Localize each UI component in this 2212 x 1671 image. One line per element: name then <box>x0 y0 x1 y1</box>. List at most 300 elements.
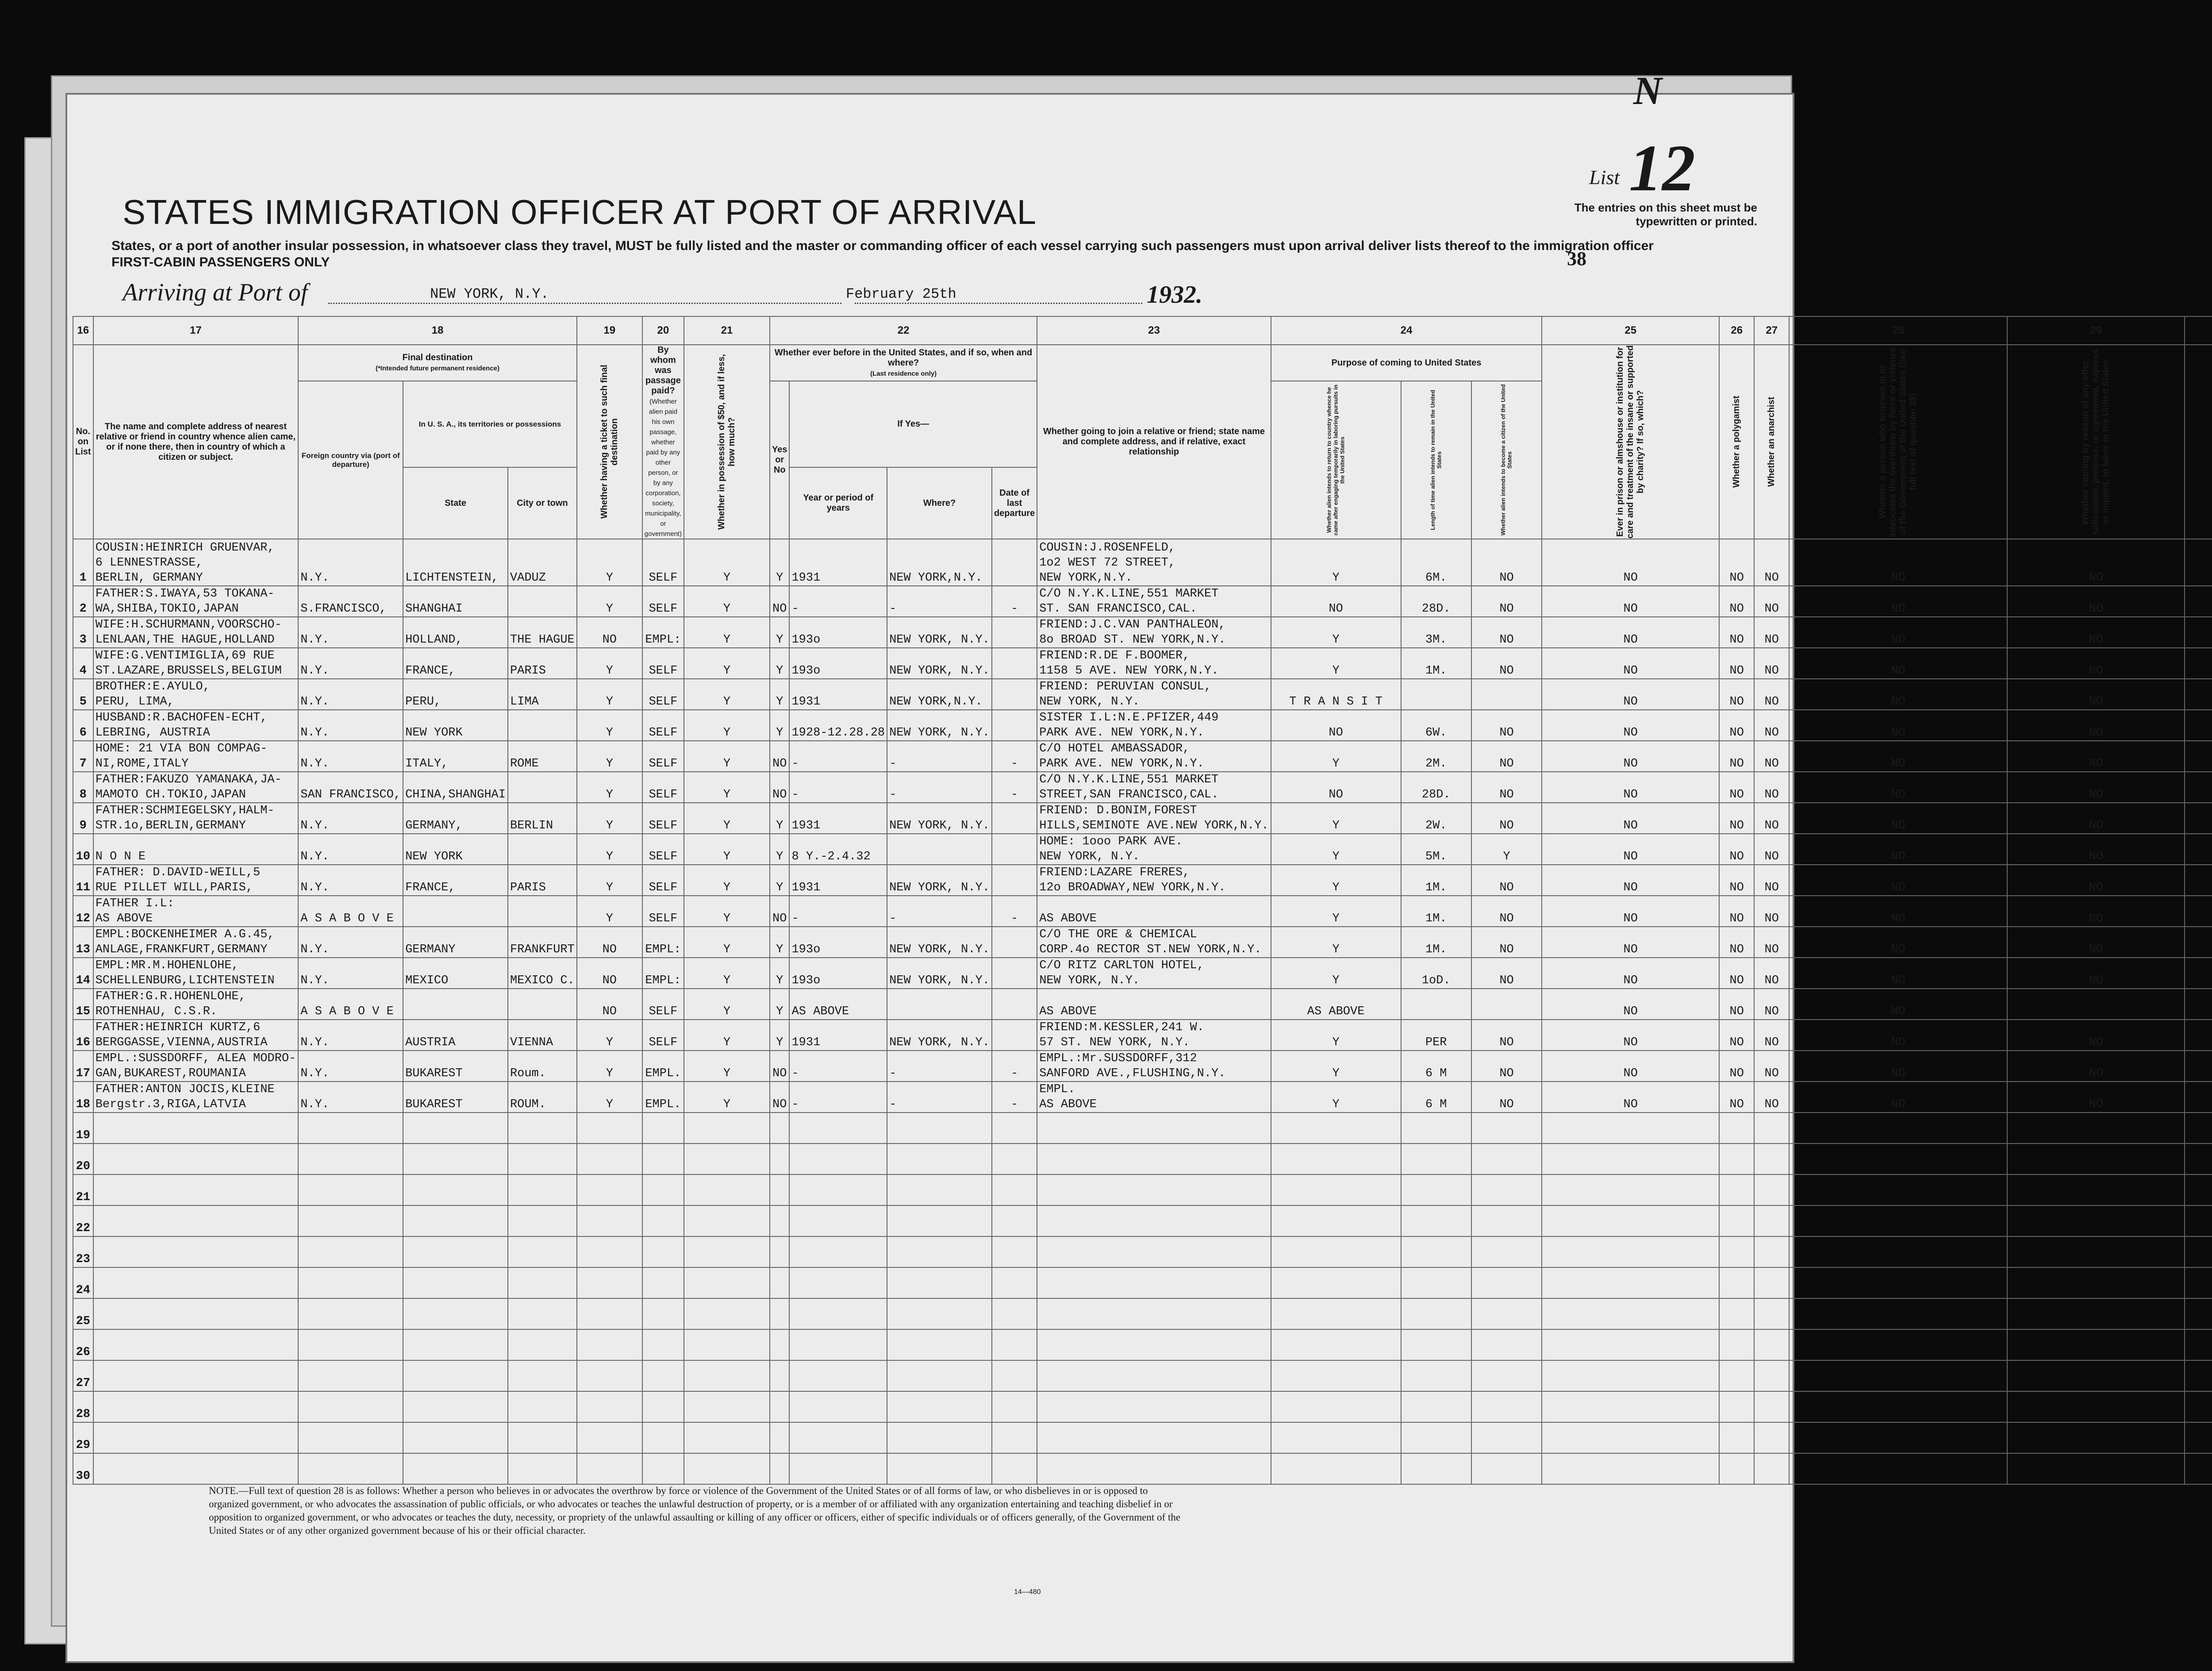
anarchist-value: NO <box>1754 648 1789 679</box>
empty-cell <box>770 1329 789 1360</box>
col-header-22-yesno: Yes or No <box>770 381 789 539</box>
col-header-24a: Whether alien intends to return to country whence he came after engaging temporarily in laboring pursuits in the United States <box>1271 381 1401 539</box>
joining-line: AS ABOVE <box>1039 1098 1097 1111</box>
empty-cell <box>93 1453 299 1484</box>
row-number: 7 <box>73 741 93 772</box>
fifty-dollars-value: Y <box>684 834 770 865</box>
year-value: - <box>789 772 887 803</box>
destination-city: Roum. <box>508 1051 577 1082</box>
q29-value: NO <box>2007 1082 2185 1113</box>
before-in-us-value: Y <box>770 958 789 989</box>
where-value: NEW YORK, N.Y. <box>887 865 992 896</box>
empty-cell <box>1271 1205 1401 1236</box>
return-value: Y <box>1271 648 1401 679</box>
empty-cell <box>1754 1391 1789 1422</box>
ticket-value: Y <box>577 772 642 803</box>
empty-cell <box>2185 1329 2212 1360</box>
empty-cell <box>2185 1422 2212 1453</box>
destination-state: SHANGHAI <box>403 586 508 617</box>
citizen-intent-value: NO <box>1471 1051 1542 1082</box>
q30-value <box>2185 989 2212 1020</box>
where-value: NEW YORK, N.Y. <box>887 617 992 648</box>
empty-cell <box>1542 1298 1719 1329</box>
destination-city <box>508 989 577 1020</box>
joining-line: 57 ST. NEW YORK, N.Y. <box>1039 1036 1190 1049</box>
empty-cell <box>403 1360 508 1391</box>
prison-value: NO <box>1542 539 1719 586</box>
where-value: - <box>887 1051 992 1082</box>
where-value: - <box>887 1082 992 1113</box>
fifty-dollars-value: Y <box>684 772 770 803</box>
ticket-value: Y <box>577 896 642 927</box>
empty-cell <box>577 1236 642 1267</box>
before-in-us-value: Y <box>770 1020 789 1051</box>
empty-cell <box>403 1236 508 1267</box>
where-value: - <box>887 741 992 772</box>
question-28-note: NOTE.—Full text of question 28 is as follows: Whether a person who believes in or advocates the overthrow by force or violence of the Government of the United States or of all forms of law, or who disbelieves in or is opposed to organized government, or who advocates the assassination of public officials, or who advocates or teaches the unlawful destruction of property, or is a member of or affiliated with any organization entertaining and teaching disbelief in or opposition to organized government, or who advocates or teaches the duty, necessity, or propriety of the unlawful assaulting or killing of any officer or officers, either of specific individuals or of officers generally, of the Government of the United States or of any other organized government because of his or their official character. <box>209 1485 1181 1536</box>
before-in-us-value: Y <box>770 865 789 896</box>
q30-value <box>2185 958 2212 989</box>
fifty-dollars-value: Y <box>684 958 770 989</box>
sheet-number: 38 <box>1567 248 1586 270</box>
empty-cell <box>2007 1453 2185 1484</box>
col-header-22 <box>770 345 1037 381</box>
joining-value <box>1037 772 1271 803</box>
passage-paid-value: SELF <box>642 586 684 617</box>
empty-cell <box>1789 1329 2007 1360</box>
foreign-port: N.Y. <box>298 1020 403 1051</box>
list-number: 12 <box>1629 131 1695 205</box>
ticket-value: Y <box>577 1051 642 1082</box>
empty-cell <box>887 1174 992 1205</box>
destination-state: AUSTRIA <box>403 1020 508 1051</box>
q30-value <box>2185 1082 2212 1113</box>
row-number: 18 <box>73 1082 93 1113</box>
empty-cell <box>1037 1113 1271 1144</box>
length-of-stay-value: 6W. <box>1401 710 1471 741</box>
relative-line: COUSIN:HEINRICH GRUENVAR, <box>95 541 275 554</box>
empty-cell <box>1542 1391 1719 1422</box>
empty-cell <box>1401 1205 1471 1236</box>
passage-paid-value: SELF <box>642 1020 684 1051</box>
prison-value: NO <box>1542 865 1719 896</box>
row-number: 26 <box>73 1329 93 1360</box>
ticket-value: Y <box>577 679 642 710</box>
row-number: 24 <box>73 1267 93 1298</box>
citizen-intent-value: NO <box>1471 539 1542 586</box>
passage-paid-value: EMPL. <box>642 1051 684 1082</box>
empty-cell <box>642 1329 684 1360</box>
q30-value <box>2185 772 2212 803</box>
length-of-stay-value: 6 M <box>1401 1051 1471 1082</box>
joining-value <box>1037 1020 1271 1051</box>
relative-line: HUSBAND:R.BACHOFEN-ECHT, <box>95 711 268 724</box>
empty-cell <box>642 1453 684 1484</box>
table-row <box>73 1051 2212 1082</box>
empty-cell <box>1471 1298 1542 1329</box>
q30-value <box>2185 865 2212 896</box>
empty-cell <box>684 1113 770 1144</box>
blank-row <box>73 1113 2212 1144</box>
citizen-intent-value: NO <box>1471 617 1542 648</box>
length-of-stay-value: 2M. <box>1401 741 1471 772</box>
joining-line: CORP.4o RECTOR ST.NEW YORK,N.Y. <box>1039 943 1262 956</box>
empty-cell <box>1754 1267 1789 1298</box>
destination-city: VADUZ <box>508 539 577 586</box>
q29-value: NO <box>2007 772 2185 803</box>
q28-value: NO <box>1789 741 2007 772</box>
q28-value: NO <box>1789 1082 2007 1113</box>
polygamist-value: NO <box>1719 710 1754 741</box>
row-number: 3 <box>73 617 93 648</box>
relative-line: ST.LAZARE,BRUSSELS,BELGIUM <box>95 664 282 678</box>
passage-paid-value: SELF <box>642 834 684 865</box>
destination-state: LICHTENSTEIN, <box>403 539 508 586</box>
relative-line: ANLAGE,FRANKFURT,GERMANY <box>95 943 268 956</box>
empty-cell <box>789 1422 887 1453</box>
nearest-relative <box>93 679 299 710</box>
col-header-22-where: Where? <box>887 467 992 539</box>
length-of-stay-value: 28D. <box>1401 772 1471 803</box>
relative-line: FATHER:HEINRICH KURTZ,6 <box>95 1021 261 1034</box>
col-header-22-ifyes: If Yes— <box>789 381 1037 467</box>
joining-line: C/O HOTEL AMBASSADOR, <box>1039 742 1190 755</box>
table-row <box>73 834 2212 865</box>
before-in-us-value: Y <box>770 803 789 834</box>
passenger-manifest-table <box>73 316 2212 1485</box>
final-destination-label: Final destination <box>402 353 473 362</box>
empty-cell <box>992 1113 1037 1144</box>
blank-row <box>73 1453 2212 1484</box>
return-value: Y <box>1271 927 1401 958</box>
empty-cell <box>789 1267 887 1298</box>
joining-value <box>1037 834 1271 865</box>
q28-value: NO <box>1789 803 2007 834</box>
table-row <box>73 803 2212 834</box>
empty-cell <box>1471 1144 1542 1174</box>
q28-value: NO <box>1789 648 2007 679</box>
empty-cell <box>1471 1329 1542 1360</box>
final-destination-note: (*Intended future permanent residence) <box>375 365 500 372</box>
table-row <box>73 896 2212 927</box>
prison-value: NO <box>1542 1082 1719 1113</box>
foreign-port: A S A B O V E <box>298 989 403 1020</box>
empty-cell <box>93 1329 299 1360</box>
list-label: List <box>1589 166 1620 189</box>
empty-cell <box>887 1236 992 1267</box>
fifty-dollars-value: Y <box>684 648 770 679</box>
empty-cell <box>403 1205 508 1236</box>
row-number: 9 <box>73 803 93 834</box>
empty-cell <box>298 1453 403 1484</box>
polygamist-value: NO <box>1719 989 1754 1020</box>
joining-value <box>1037 803 1271 834</box>
relative-line: MAMOTO CH.TOKIO,JAPAN <box>95 788 246 801</box>
empty-cell <box>684 1205 770 1236</box>
return-value: Y <box>1271 539 1401 586</box>
empty-cell <box>2007 1236 2185 1267</box>
empty-cell <box>1754 1329 1789 1360</box>
empty-cell <box>2007 1144 2185 1174</box>
foreign-port: N.Y. <box>298 865 403 896</box>
q28-value: NO <box>1789 896 2007 927</box>
empty-cell <box>684 1329 770 1360</box>
q29-value: NO <box>2007 958 2185 989</box>
empty-cell <box>1789 1144 2007 1174</box>
q28-value: NO <box>1789 834 2007 865</box>
joining-value <box>1037 679 1271 710</box>
empty-cell <box>1271 1267 1401 1298</box>
empty-cell <box>887 1329 992 1360</box>
destination-city: ROME <box>508 741 577 772</box>
joining-value <box>1037 617 1271 648</box>
polygamist-value: NO <box>1719 772 1754 803</box>
destination-city: FRANKFURT <box>508 927 577 958</box>
destination-state: HOLLAND, <box>403 617 508 648</box>
foreign-port: A S A B O V E <box>298 896 403 927</box>
q28-value: NO <box>1789 958 2007 989</box>
empty-cell <box>2007 1298 2185 1329</box>
relative-line: FATHER:S.IWAYA,53 TOKANA- <box>95 587 275 601</box>
q30-value <box>2185 586 2212 617</box>
q30-value <box>2185 710 2212 741</box>
destination-state: PERU, <box>403 679 508 710</box>
empty-cell <box>770 1144 789 1174</box>
passage-paid-value: SELF <box>642 772 684 803</box>
fifty-dollars-value: Y <box>684 927 770 958</box>
empty-cell <box>577 1422 642 1453</box>
empty-cell <box>1271 1298 1401 1329</box>
empty-cell <box>642 1298 684 1329</box>
departure-date-value <box>992 1020 1037 1051</box>
length-of-stay-value: 1M. <box>1401 927 1471 958</box>
before-in-us-value: NO <box>770 741 789 772</box>
length-of-stay-value <box>1401 989 1471 1020</box>
empty-cell <box>684 1267 770 1298</box>
col-header-28: Whether a person who believes in or advocates the overthrow by force or violence of the Government of the United States (See full text of question 28) <box>1789 345 2007 539</box>
empty-cell <box>1401 1360 1471 1391</box>
ticket-value: Y <box>577 648 642 679</box>
before-in-us-value: Y <box>770 927 789 958</box>
empty-cell <box>577 1267 642 1298</box>
empty-cell <box>1037 1422 1271 1453</box>
destination-state: NEW YORK <box>403 710 508 741</box>
column-number: 20 <box>642 316 684 345</box>
empty-cell <box>1789 1298 2007 1329</box>
where-value: NEW YORK, N.Y. <box>887 927 992 958</box>
joining-value <box>1037 710 1271 741</box>
empty-cell <box>577 1329 642 1360</box>
empty-cell <box>1401 1453 1471 1484</box>
empty-cell <box>1542 1329 1719 1360</box>
return-value: T R A N S I T <box>1271 679 1401 710</box>
table-row <box>73 539 2212 586</box>
ticket-value: Y <box>577 834 642 865</box>
anarchist-value: NO <box>1754 865 1789 896</box>
where-value <box>887 834 992 865</box>
year-value: AS ABOVE <box>789 989 887 1020</box>
empty-cell <box>1719 1174 1754 1205</box>
empty-cell <box>93 1360 299 1391</box>
passage-paid-value: EMPL: <box>642 958 684 989</box>
empty-cell <box>93 1391 299 1422</box>
prison-value: NO <box>1542 958 1719 989</box>
joining-line: HILLS,SEMINOTE AVE.NEW YORK,N.Y. <box>1039 819 1269 832</box>
relative-line: FATHER:FAKUZO YAMANAKA,JA- <box>95 773 282 786</box>
empty-cell <box>298 1174 403 1205</box>
departure-date-value <box>992 958 1037 989</box>
empty-cell <box>508 1329 577 1360</box>
empty-cell <box>2007 1329 2185 1360</box>
destination-state <box>403 896 508 927</box>
ticket-value: Y <box>577 803 642 834</box>
relative-line: RUE PILLET WILL,PARIS, <box>95 881 253 894</box>
fifty-dollars-value: Y <box>684 1082 770 1113</box>
empty-cell <box>992 1422 1037 1453</box>
empty-cell <box>508 1453 577 1484</box>
empty-cell <box>2007 1113 2185 1144</box>
prison-value: NO <box>1542 1051 1719 1082</box>
empty-cell <box>2185 1298 2212 1329</box>
empty-cell <box>770 1205 789 1236</box>
before-in-us-value: NO <box>770 772 789 803</box>
column-number: 23 <box>1037 316 1271 345</box>
row-number: 28 <box>73 1391 93 1422</box>
empty-cell <box>2185 1267 2212 1298</box>
polygamist-value: NO <box>1719 1082 1754 1113</box>
empty-cell <box>1037 1453 1271 1484</box>
where-value: - <box>887 896 992 927</box>
year-value: - <box>789 1082 887 1113</box>
empty-cell <box>2007 1360 2185 1391</box>
empty-cell <box>770 1174 789 1205</box>
return-value: Y <box>1271 1082 1401 1113</box>
relative-line: SCHELLENBURG,LICHTENSTEIN <box>95 974 275 987</box>
empty-cell <box>1754 1453 1789 1484</box>
empty-cell <box>1271 1174 1401 1205</box>
destination-city <box>508 896 577 927</box>
return-value: NO <box>1271 710 1401 741</box>
destination-state: ITALY, <box>403 741 508 772</box>
empty-cell <box>1471 1453 1542 1484</box>
empty-cell <box>1471 1422 1542 1453</box>
empty-cell <box>2185 1360 2212 1391</box>
passage-paid-value: SELF <box>642 679 684 710</box>
col-header-29: Whether coming by reason of any offer, solicitation, promise, or agreement, express or implied, to labor in the United States <box>2007 345 2185 539</box>
blank-row <box>73 1391 2212 1422</box>
polygamist-value: NO <box>1719 927 1754 958</box>
row-number: 23 <box>73 1236 93 1267</box>
table-row <box>73 617 2212 648</box>
q29-value: NO <box>2007 927 2185 958</box>
departure-date-value <box>992 865 1037 896</box>
destination-state: FRANCE, <box>403 648 508 679</box>
empty-cell <box>1471 1391 1542 1422</box>
joining-line: PARK AVE. NEW YORK,N.Y. <box>1039 757 1204 770</box>
empty-cell <box>1719 1298 1754 1329</box>
joining-line: 1158 5 AVE. NEW YORK,N.Y. <box>1039 664 1219 678</box>
empty-cell <box>1789 1360 2007 1391</box>
length-of-stay-value <box>1401 679 1471 710</box>
row-number: 8 <box>73 772 93 803</box>
joining-value <box>1037 1082 1271 1113</box>
foreign-port: N.Y. <box>298 617 403 648</box>
empty-cell <box>770 1113 789 1144</box>
polygamist-value: NO <box>1719 834 1754 865</box>
q28-value: NO <box>1789 1020 2007 1051</box>
year-value: 193o <box>789 927 887 958</box>
date-value: February 25th <box>846 286 956 302</box>
blank-row <box>73 1205 2212 1236</box>
empty-cell <box>1542 1267 1719 1298</box>
column-number: 27 <box>1754 316 1789 345</box>
ticket-value: Y <box>577 1020 642 1051</box>
nearest-relative <box>93 648 299 679</box>
empty-cell <box>887 1298 992 1329</box>
anarchist-value: NO <box>1754 803 1789 834</box>
fifty-dollars-value: Y <box>684 679 770 710</box>
destination-city: VIENNA <box>508 1020 577 1051</box>
column-number: 18 <box>298 316 577 345</box>
citizen-intent-value: NO <box>1471 958 1542 989</box>
where-value: NEW YORK, N.Y. <box>887 958 992 989</box>
empty-cell <box>1471 1236 1542 1267</box>
row-number: 21 <box>73 1174 93 1205</box>
empty-cell <box>1271 1422 1401 1453</box>
q30-value <box>2185 741 2212 772</box>
empty-cell <box>992 1174 1037 1205</box>
ticket-value: Y <box>577 865 642 896</box>
prison-value: NO <box>1542 710 1719 741</box>
empty-cell <box>642 1205 684 1236</box>
fifty-dollars-value: Y <box>684 989 770 1020</box>
length-of-stay-value: 5M. <box>1401 834 1471 865</box>
empty-cell <box>403 1298 508 1329</box>
joining-line: NEW YORK, N.Y. <box>1039 695 1140 708</box>
column-number: 17 <box>93 316 299 345</box>
empty-cell <box>1754 1360 1789 1391</box>
citizen-intent-value: NO <box>1471 896 1542 927</box>
empty-cell <box>2007 1267 2185 1298</box>
polygamist-value: NO <box>1719 617 1754 648</box>
where-value: NEW YORK, N.Y. <box>887 1020 992 1051</box>
empty-cell <box>1719 1422 1754 1453</box>
return-value: Y <box>1271 1051 1401 1082</box>
year-value: 193o <box>789 648 887 679</box>
empty-cell <box>1401 1113 1471 1144</box>
departure-date-value <box>992 803 1037 834</box>
col-header-26: Whether a polygamist <box>1719 345 1754 539</box>
joining-line: C/O N.Y.K.LINE,551 MARKET <box>1039 773 1219 786</box>
q30-value <box>2185 1051 2212 1082</box>
before-in-us-value: Y <box>770 539 789 586</box>
prison-value: NO <box>1542 803 1719 834</box>
empty-cell <box>1542 1113 1719 1144</box>
empty-cell <box>1401 1329 1471 1360</box>
empty-cell <box>1471 1113 1542 1144</box>
foreign-port: N.Y. <box>298 834 403 865</box>
return-value: Y <box>1271 1020 1401 1051</box>
nearest-relative <box>93 539 299 586</box>
empty-cell <box>1037 1298 1271 1329</box>
empty-cell <box>577 1453 642 1484</box>
col-header-24c: Whether alien intends to become a citizen of the United States <box>1471 381 1542 539</box>
joining-line: FRIEND:LAZARE FRERES, <box>1039 866 1190 879</box>
empty-cell <box>93 1144 299 1174</box>
joining-line: 12o BROADWAY,NEW YORK,N.Y. <box>1039 881 1226 894</box>
fifty-dollars-value: Y <box>684 865 770 896</box>
empty-cell <box>1789 1267 2007 1298</box>
